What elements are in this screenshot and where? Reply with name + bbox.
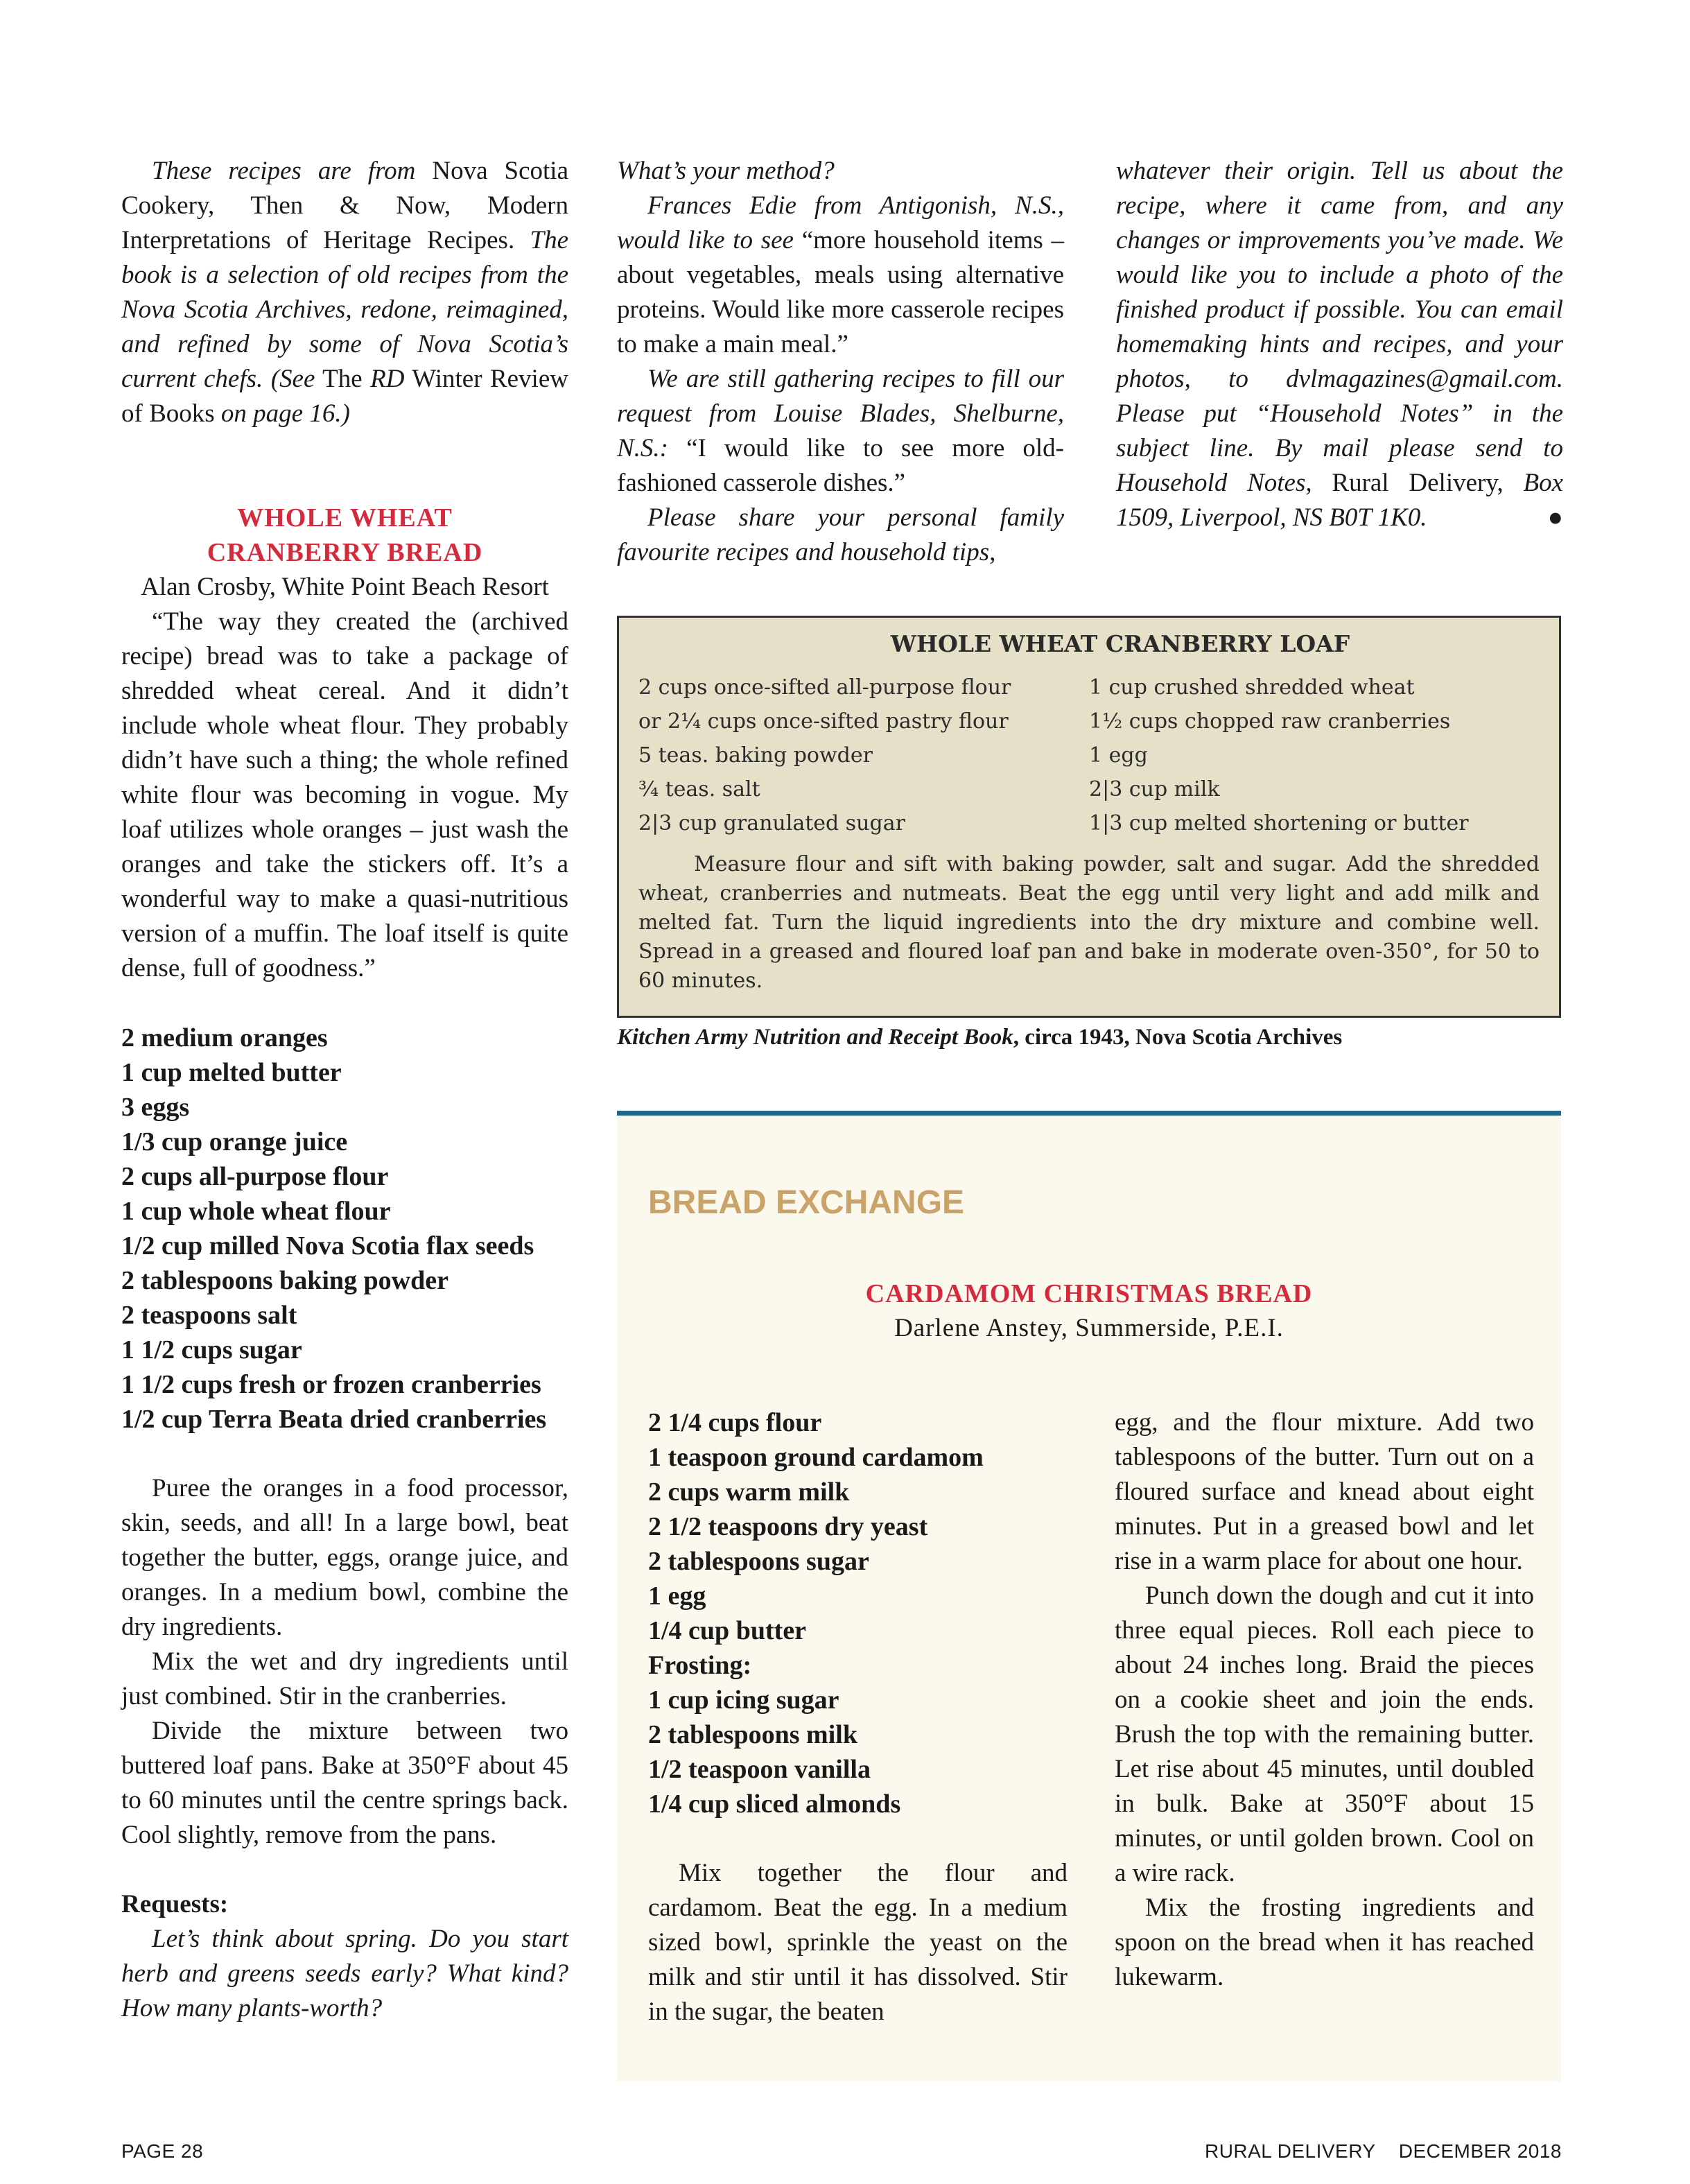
ingredient-item: 2 cups warm milk [648,1477,850,1507]
bread-exchange-author: Darlene Anstey, Summerside, P.E.I. [894,1314,1284,1342]
bread-exchange-column-2: egg, and the flour mixture. Add two tablespoons of the butter. Turn out on a floured surface and knead about eight minutes. Put in a greased bowl and let rise in a warm place for about one hour. Punch down the dough and cut it into three equal pieces. Roll each piece to about 24 inches long. Braid the pieces on a cookie sheet and join the ends. Brush the top with the remaining butter. Let rise about 45 minutes, until doubled in bulk. Bake at 350°F about 15 minutes, or until golden brown. Cool on a wire rack. Mix the frosting ingredients and spoon on the bread when it has reached lukewarm. [1115,1408,1534,1991]
archival-recipe-scan [617,616,1561,1018]
recipe-author: Alan Crosby, White Point Beach Resort [141,573,549,601]
frances-paragraph: Frances Edie from Antigonish, N.S., would like to see “more household items – about vegetables, meals using alternative proteins. Would like more casserole recipes to make a main meal.” [617,191,1064,358]
ingredient-item: 1 cup melted butter [121,1058,342,1087]
column-2: What’s your method? Frances Edie from Antigonish, N.S., would like to see “more household items – about vegetables, meals using alternative proteins. Would like more casserole recipes to make a main meal.” We are still gathering recipes to fill our request from Louise Blades, Shelburne, N.S.: “I would like to see more old-fashioned casserole dishes.” Please share your personal family favourite recipes and household tips, [617,157,1065,566]
ingredient-item: 1/3 cup orange juice [121,1127,348,1156]
ingredient-item: 2 tablespoons milk [648,1720,857,1749]
scan-ingredient-item: 1 cup crushed shredded wheat [1089,675,1415,700]
scan-title: WHOLE WHEAT CRANBERRY LOAF [890,630,1350,657]
ingredient-item: 2 1/2 teaspoons dry yeast [648,1512,928,1541]
ingredient-item: 2 1/4 cups flour [648,1408,822,1437]
scan-caption: Kitchen Army Nutrition and Receipt Book, circa 1943, Nova Scotia Archives [617,1025,1343,1050]
ingredient-item: 2 tablespoons baking powder [121,1266,448,1295]
ingredient-item: 2 cups all-purpose flour [121,1162,389,1191]
ingredient-item: 1/2 cup milled Nova Scotia flax seeds [121,1231,534,1260]
scan-ingredient-item: ¾ teas. salt [638,777,760,801]
requests-heading: Requests: [121,1890,229,1918]
ingredient-item: 2 tablespoons sugar [648,1547,869,1576]
bread-exchange-box [617,1111,1561,2081]
scan-ingredients-right [1089,670,1469,840]
louise-paragraph: We are still gathering recipes to fill our request from Louise Blades, Shelburne, N.S.: “I would like to see more old-fashioned casserole dishes.” [617,365,1065,497]
ingredient-item: Frosting: [648,1651,752,1680]
requests-text: Let’s think about spring. Do you start herb and greens seeds early? What kind? How many plants-worth? [121,1925,568,2022]
scan-ingredient-item: 1|3 cup melted shortening or butter [1089,811,1469,835]
bread-exchange-ingredients [648,1405,1068,1821]
method-text [121,1471,568,1853]
ingredient-item: 2 medium oranges [121,1023,328,1052]
scan-ingredient-item: 2|3 cup milk [1089,777,1220,801]
ingredient-item: 1 cup whole wheat flour [121,1197,391,1226]
ingredient-item: 1/2 cup Terra Beata dried cranberries [121,1405,547,1434]
publication-footer: RURAL DELIVERY DECEMBER 2018 [1204,2140,1562,2162]
scan-ingredient-item: 5 teas. baking powder [638,743,873,768]
ingredient-item: 1 teaspoon ground cardamom [648,1443,984,1472]
recipe-quote: “The way they created the (archived recipe) bread was to take a package of shredded wheat cereal. And it didn’t include whole wheat flour. They probably didn’t have such a thing; the whole refined white flour was becoming in vogue. My loaf utilizes whole oranges – just wash the oranges and take the stickers off. It’s a wonderful way to make a quasi-nutritious version of a muffin. The loaf itself is quite dense, full of goodness.” [121,607,568,982]
method-paragraph: Mix the wet and dry ingredients until just combined. Stir in the cranberries. [121,1647,568,1710]
scan-ingredients-left [638,670,1089,840]
ingredient-item: 1 1/2 cups fresh or frozen cranberries [121,1370,541,1399]
column-1 [121,154,568,2026]
ingredient-item: 1/4 cup butter [648,1616,806,1645]
ingredient-item: 1 egg [648,1581,706,1611]
ingredient-item: 1/2 teaspoon vanilla [648,1755,871,1784]
scan-ingredient-item: 1½ cups chopped raw cranberries [1089,709,1451,734]
column-3 [1116,154,1563,535]
intro-paragraph: These recipes are from Nova Scotia Cookery, Then & Now, Modern Interpretations of Heritage Recipes. The book is a selection of old recipes from the Nova Scotia Archives, redone, reimagined, and refined by some of Nova Scotia’s current chefs. (See The RD Winter Review of Books on page 16.) [121,157,569,428]
bread-exchange-recipe-title: CARDAMOM CHRISTMAS BREAD [865,1279,1313,1308]
method-paragraph: Divide the mixture between two buttered loaf pans. Bake at 350°F about 45 to 60 minutes until the centre springs back. Cool slightly, remove from the pans. [121,1717,568,1849]
ingredient-item: 1 1/2 cups sugar [121,1335,302,1364]
ingredient-item: 2 teaspoons salt [121,1301,297,1330]
book-title: Nova Scotia Cookery, Then & Now, Modern Interpretations of Heritage Recipes. [121,157,569,254]
ingredient-item: 3 eggs [121,1093,190,1122]
bread-exchange-column-1: 2 1/4 cups flour 1 teaspoon ground cardamom 2 cups warm milk 2 1/2 teaspoons dry yeast 2 tablespoons sugar 1 egg 1/4 cup butter Frosting: 1 cup icing sugar 2 tablespoons milk 1/2 teaspoon vanilla 1/4 cup sliced almonds Mix together the flour and cardamom. Beat the egg. In a medium sized bowl, sprinkle the yeast on the milk and stir until it has dissolved. Stir in the sugar, the beaten [648,1405,1068,2029]
scan-ingredient-item: 2 cups once-sifted all-purpose flour [638,675,1011,700]
scan-method: Measure flour and sift with baking powder, salt and sugar. Add the shredded wheat, cranberries and nutmeats. Beat the egg until very light and add milk and melted fat. Turn the liquid ingredients into the dry mixture and combine well. Spread in a greased and floured loaf pan and bake in moderate oven-350°, for 50 to 60 minutes. [638,852,1540,993]
bread-exchange-heading: BREAD EXCHANGE [648,1184,965,1221]
ingredient-list [121,1021,568,1437]
ingredient-item: 1 cup icing sugar [648,1685,839,1715]
household-notes-text: whatever their origin. Tell us about the recipe, where it came from, and any changes or improvements you’ve made. We would like you to include a photo of the finished product if possible. You can email homemaking hints and recipes, and your photos, to dvlmagazines@gmail.com. Please put “Household Notes” in the subject line. By mail please send to Household Notes, Rural Delivery, Box 1509, Liverpool, NS B0T 1K0. ● [1116,154,1563,535]
end-mark-icon: ● [1547,503,1563,532]
page-number: PAGE 28 [121,2140,204,2162]
scan-ingredient-item: 2|3 cup granulated sugar [638,811,905,835]
recipe-title: WHOLE WHEAT CRANBERRY BREAD [207,503,483,567]
scan-ingredient-item: or 2¼ cups once-sifted pastry flour [638,709,1009,734]
scan-ingredient-item: 1 egg [1089,743,1148,768]
ingredient-item: 1/4 cup sliced almonds [648,1789,901,1819]
method-paragraph: Puree the oranges in a food processor, skin, seeds, and all! In a large bowl, beat together the butter, eggs, orange juice, and oranges. In a medium bowl, combine the dry ingredients. [121,1474,568,1641]
